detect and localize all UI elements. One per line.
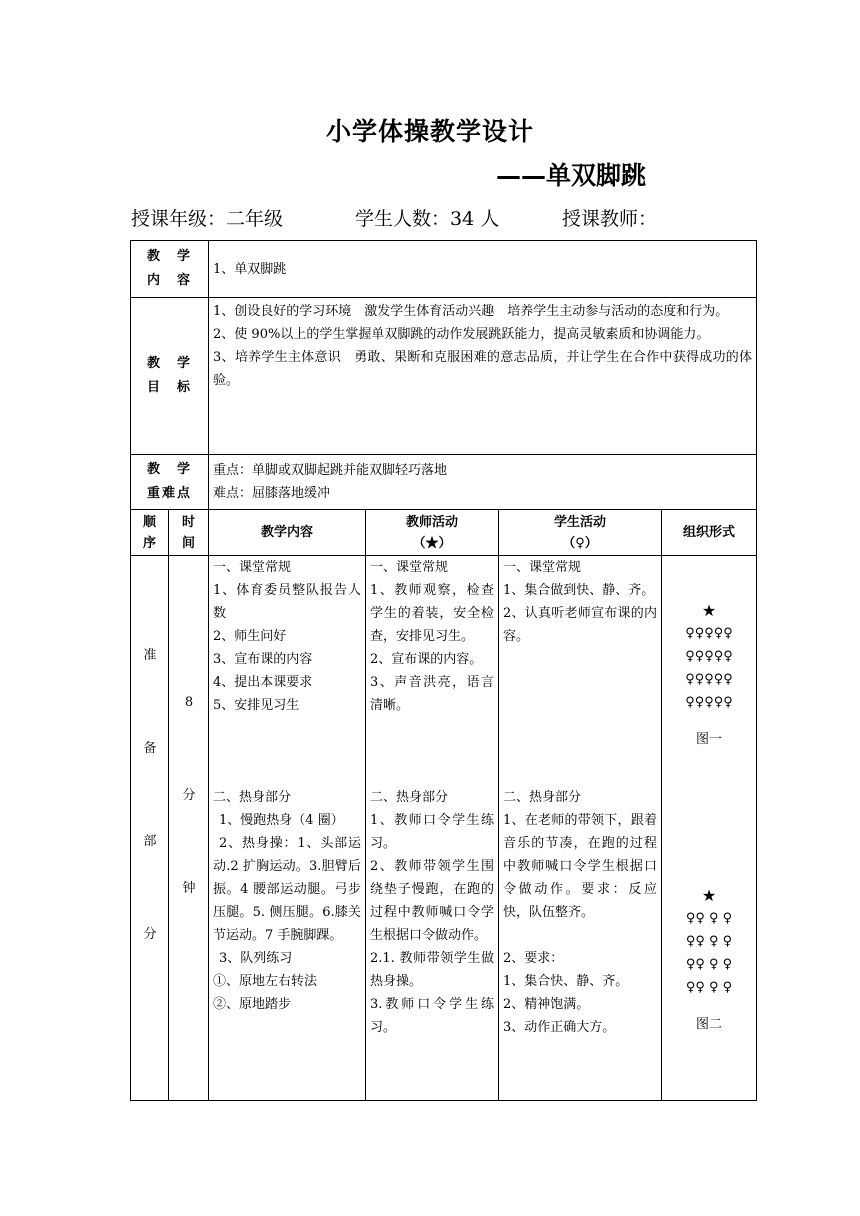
teacher-activity-cell: 一、课堂常规 1、教师观察，检查学生的着装，安全检查，安排见习生。 2、宣布课的内容。 3、声音洪亮，语言清晰。 二、热身部分 1、教师口令学生练习。 2、教师带领学生围绕垫子慢跑，在跑的过程中教师喊口令学生根据口令做动作。 2.1. 教师带领学生做热身操。 3.教师口令学生练习。 xyxy=(366,556,499,1101)
student-formation-row: ♀♀♀♀♀ xyxy=(685,626,733,641)
goal-item: 3、培养学生主体意识 勇敢、果断和克服困难的意志品质，并让学生在合作中获得成功的体验。 xyxy=(213,350,753,388)
goal-item: 1、创设良好的学习环境 激发学生体育活动兴趣 培养学生主动参与活动的态度和行为。 xyxy=(213,304,729,319)
key-points-label: 教 学 重难点 xyxy=(131,455,209,510)
student-activity-cell: 一、课堂常规 1、集合做到快、静、齐。 2、认真听老师宣布课的内容。 二、热身部分 1、在老师的带领下，跟着音乐的节凑，在跑的过程中教师喊口令学生根据口令做动作。要求：反应快，队伍整齐。 2、要求： 1、集合快、静、齐。 2、精神饱满。 3、动作正确大方。 xyxy=(499,556,662,1101)
header-teacher: 教师活动 （★） xyxy=(366,510,499,556)
formation-diagram-1 xyxy=(662,600,756,830)
student-formation-row: ♀♀ ♀ ♀ xyxy=(685,980,733,995)
document-title: 小学体操教学设计 xyxy=(325,117,534,146)
document-subtitle: ——单双脚跳 xyxy=(496,161,647,190)
teacher-star-icon: ★ xyxy=(701,886,717,905)
content-label: 教 学 内 容 xyxy=(131,241,209,298)
student-count: 学生人数：34 人 xyxy=(355,208,500,230)
teaching-content-cell: 一、课堂常规 1、体育委员整队报告人数 2、师生问好 3、宣布课的内容 4、提出本课要求 5、安排见习生 二、热身部分 1、慢跑热身（4 圈） 2、热身操：1、头部运动.2 扩胸运动。3.胆臂后振。4 腰部运动腿。弓步压腿。5. 侧压腿。6.膝关节运动。7 手腕脚踝。 3、队列练习 ①、原地左右转法 ②、原地踏步 xyxy=(209,556,366,1101)
figure-caption: 图一 xyxy=(696,732,723,747)
goals-text xyxy=(209,298,757,455)
goals-label: 教 学 目 标 xyxy=(131,298,209,455)
grade-info: 授课年级：二年级 xyxy=(131,208,284,230)
teacher-star-icon: ★ xyxy=(701,601,717,620)
content-row xyxy=(131,241,757,298)
organization-cell xyxy=(662,556,757,1101)
teacher-info: 授课教师： xyxy=(562,208,658,230)
header-content: 教学内容 xyxy=(209,510,366,556)
section-name: 准 备 部 分 xyxy=(131,556,169,1101)
header-student: 学生活动 （♀） xyxy=(499,510,662,556)
preparation-section-row xyxy=(131,556,757,1101)
student-formation-row: ♀♀ ♀ ♀ xyxy=(685,934,733,949)
student-formation-row: ♀♀ ♀ ♀ xyxy=(685,957,733,972)
lesson-plan-table xyxy=(130,240,757,1101)
student-formation-row: ♀♀ ♀ ♀ xyxy=(685,911,733,926)
section-time: 8 分 钟 xyxy=(169,556,209,1101)
student-formation-row: ♀♀♀♀♀ xyxy=(685,649,733,664)
goals-row xyxy=(131,298,757,455)
student-formation-row: ♀♀♀♀♀ xyxy=(685,695,733,710)
key-points-row xyxy=(131,455,757,510)
header-form: 组织形式 xyxy=(662,510,757,556)
content-value: 1、单双脚跳 xyxy=(209,241,757,298)
goal-item: 2、使 90%以上的学生掌握单双脚跳的动作发展跳跃能力，提高灵敏素质和协调能力。 xyxy=(213,327,710,342)
figure-caption: 图二 xyxy=(696,1017,723,1032)
student-formation-row: ♀♀♀♀♀ xyxy=(685,672,733,687)
key-points-text xyxy=(209,455,757,510)
formation-diagram-2 xyxy=(662,885,756,1036)
activity-header-row xyxy=(131,510,757,556)
header-time: 时 间 xyxy=(169,510,209,556)
difficult-point: 难点：屈膝落地缓冲 xyxy=(213,486,331,501)
header-order: 顺 序 xyxy=(131,510,169,556)
key-point: 重点：单脚或双脚起跳并能双脚轻巧落地 xyxy=(213,463,448,478)
